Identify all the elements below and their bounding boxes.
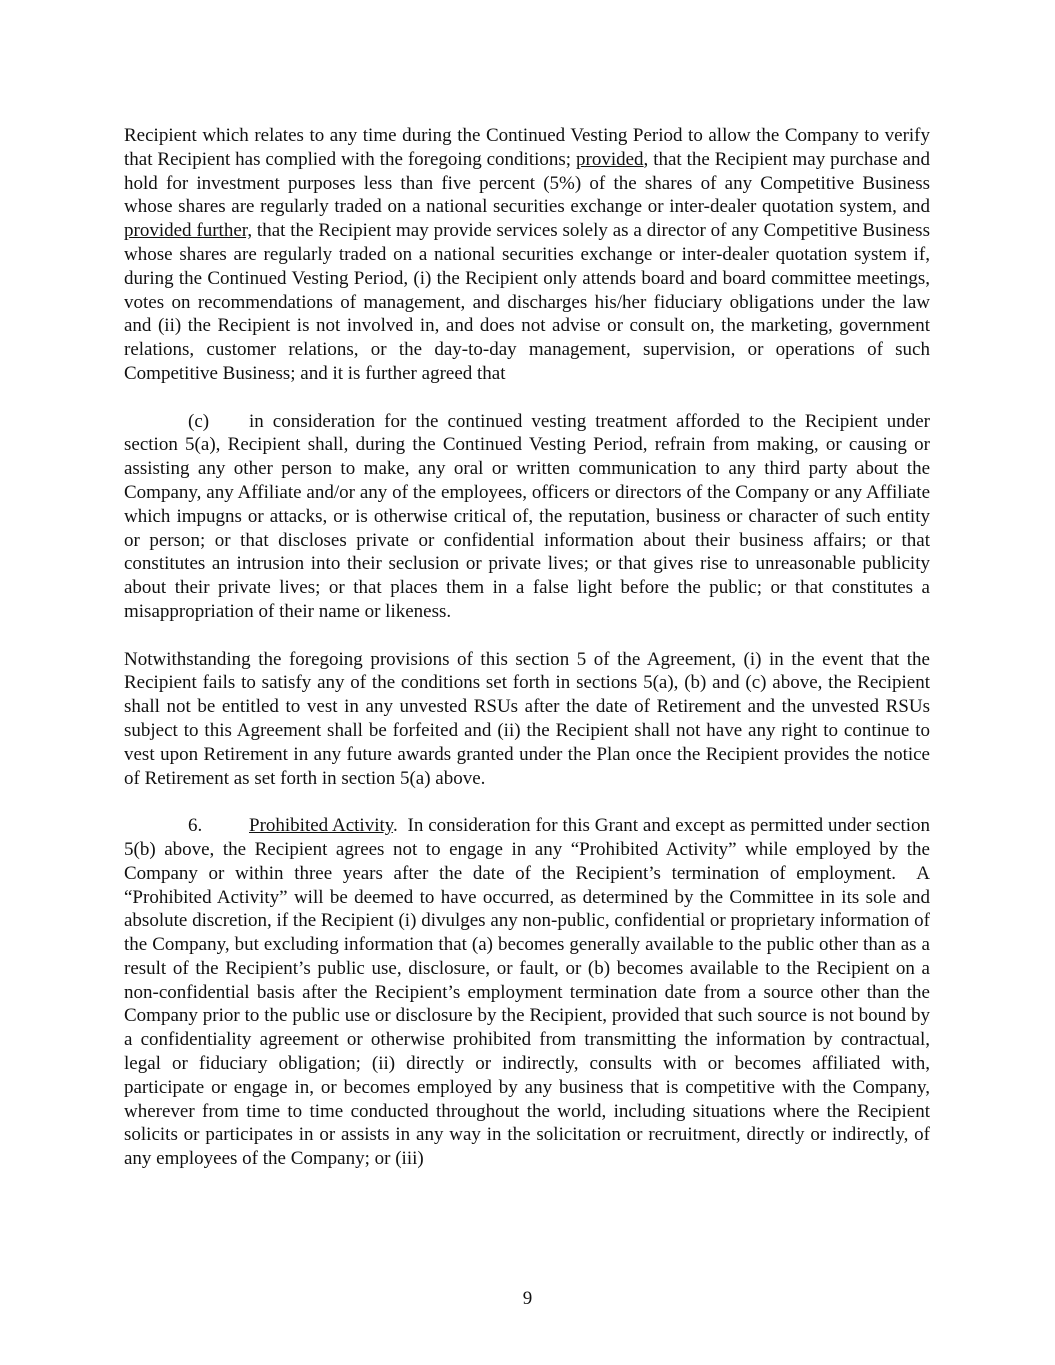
paragraph-notwithstanding [124,648,930,791]
document-page [124,124,935,1195]
clause-label: (c) [188,410,210,432]
underlined-term-provided: provided [576,148,644,170]
paragraph-clause-c [124,410,930,624]
paragraph-text: , that the Recipient may purchase and hold for investment purposes less than five percent (5%) of the shares of any Competitive Business whose shares are regularly traded on a national securities exchange or inter-dealer quotation system, and [124,148,930,218]
underlined-term-provided-further: provided further, [124,220,253,242]
page-number: 9 [522,1288,533,1309]
section-heading: Prohibited Activity [249,815,394,837]
section-heading-punctuation: . [393,815,398,837]
paragraph-text: in consideration for the continued vesting treatment afforded to the Recipient under section 5(a), Recipient shall, during the Continued Vesting Period, refrain from making, or causing or assisting any other person to make, any oral or written communication to any third party about the Company, any Affiliate and/or any of the employees, officers or directors of the Company or any Affiliate which impugns or attacks, or is otherwise critical of, the reputation, business or character of such entity or person; or that discloses private or confidential information about their business affairs; or that constitutes an intrusion into their seclusion or private lives; or that gives rise to unreasonable publicity about their private lives; or that places them in a false light before the public; or that constitutes a misappropriation of their name or likeness. [124,410,930,622]
paragraph-section-6-prohibited-activity [124,814,935,1171]
paragraph-text: Recipient which relates to any time during the Continued Vesting Period to allow the Company to verify that Recipient has complied with the foregoing conditions; [124,125,930,170]
paragraph-text: In consideration for this Grant and except as permitted under section 5(b) above, the Recipient agrees not to engage in any “Prohibited Activity” while employed by the Company or within three years after the date of the Recipient’s termination of employment. A “Prohibited Activity” will be deemed to have occurred, as determined by the Committee in its sole and absolute discretion, if the Recipient (i) divulges any non-public, confidential or proprietary information of the Company, but excluding information that (a) becomes generally available to the public other than as a result of the Recipient’s public use, disclosure, or fault, or (b) becomes available to the Recipient on a non-confidential basis after the Recipient’s employment termination date from a source other than the Company prior to the public use or disclosure by the Recipient, provided that such source is not bound by a confidentiality agreement or otherwise prohibited from transmitting the information by contractual, legal or fiduciary obligation; (ii) directly or indirectly, consults with or becomes affiliated with, participate or engage in, or becomes employed by any business that is competitive with the Company, wherever from time to time conducted throughout the world, including situations where the Recipient solicits or participates in or assists in any way in the solicitation or recruitment, directly or indirectly, of any employees of the Company; or (iii) [124,815,935,1170]
section-number: 6. [188,815,203,837]
paragraph-text: Notwithstanding the foregoing provisions of this section 5 of the Agreement, (i) in the event that the Recipient fails to satisfy any of the conditions set forth in sections 5(a), (b) and (c) above, the Recipient shall not be entitled to vest in any unvested RSUs after the date of Retirement and the unvested RSUs subject to this Agreement shall be forfeited and (ii) the Recipient shall not have any right to continue to vest upon Retirement in any future awards granted under the Plan once the Recipient provides the notice of Retirement as set forth in section 5(a) above. [124,648,930,789]
paragraph-continued-vesting-conditions [124,124,930,386]
paragraph-text: that the Recipient may provide services solely as a director of any Competitive Business whose shares are regularly traded on a national securities exchange or inter-dealer quotation system if, during the Continued Vesting Period, (i) the Recipient only attends board and board committee meetings, votes on recommendations of management, and discharges his/her fiduciary obligations under the law and (ii) the Recipient is not involved in, and does not advise or consult on, the marketing, government relations, customer relations, or the day-to-day management, supervision, or operations of such Competitive Business; and it is further agreed that [124,220,930,384]
